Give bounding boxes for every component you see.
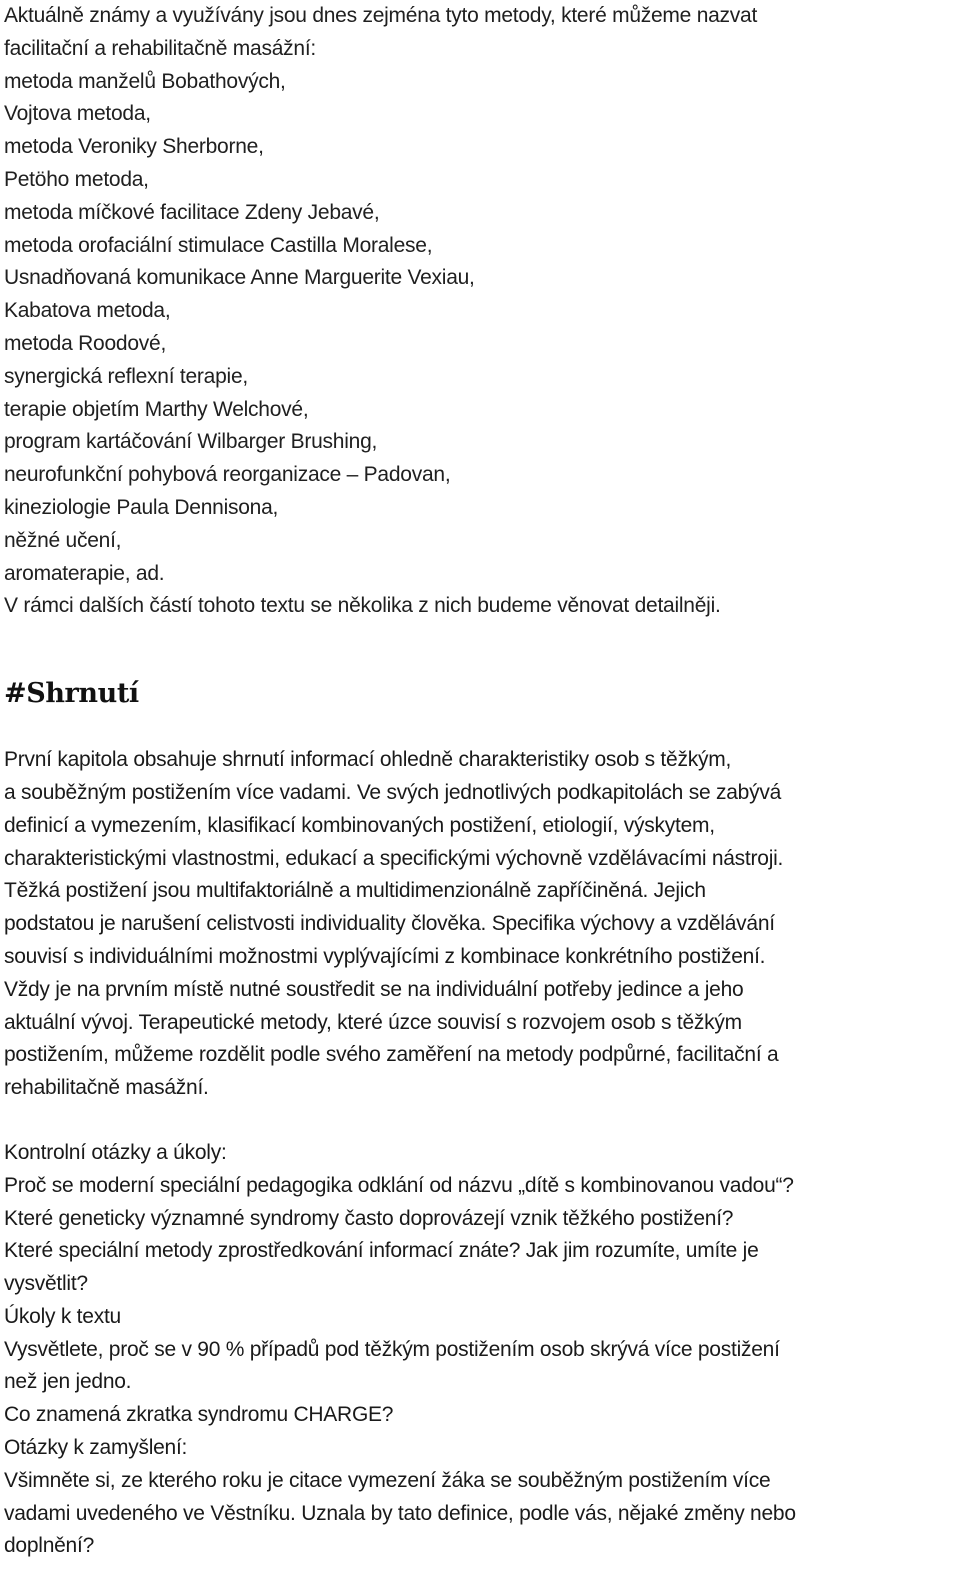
intro-text-line: Aktuálně známy a využívány jsou dnes zejména tyto metody, které můžeme nazvat xyxy=(4,4,758,27)
summary-text-line: Těžká postižení jsou multifaktoriálně a multidimenzionálně zapříčiněná. Jejich xyxy=(4,879,706,903)
method-list-item: aromaterapie, ad. xyxy=(4,561,165,585)
reflection-line: vadami uvedeného ve Věstníku. Uznala by tato definice, podle vás, nějaké změny nebo xyxy=(4,1501,796,1525)
spacer xyxy=(4,710,958,744)
questions-heading: Kontrolní otázky a úkoly: xyxy=(4,1140,227,1164)
summary-paragraph xyxy=(4,744,958,1105)
method-list-item: kineziologie Paula Dennisona, xyxy=(4,495,279,519)
method-list-item: Usnadňovaná komunikace Anne Marguerite Vexiau, xyxy=(4,266,475,290)
summary-text-line: První kapitola obsahuje shrnutí informací ohledně charakteristiky osob s těžkým, xyxy=(4,748,732,772)
method-list-item: Vojtova metoda, xyxy=(4,102,151,126)
method-list-item: metoda míčkové facilitace Zdeny Jebavé, xyxy=(4,200,380,224)
method-list-item: neurofunkční pohybová reorganizace – Padovan, xyxy=(4,463,451,487)
summary-text-line: Vždy je na prvním místě nutné soustředit se na individuální potřeby jedince a jeho xyxy=(4,977,744,1001)
reflection-line: Všimněte si, ze kterého roku je citace vymezení žáka se souběžným postižením více xyxy=(4,1468,771,1492)
method-list-item: program kartáčování Wilbarger Brushing, xyxy=(4,430,378,454)
summary-text-line: charakteristickými vlastnostmi, edukací a specifickými výchovně vzdělávacími nástroji. xyxy=(4,846,784,870)
summary-text-line: rehabilitačně masážní. xyxy=(4,1076,209,1100)
summary-text-line: souvisí s individuálními možnostmi vyplývajícími z kombinace konkrétního postižení. xyxy=(4,944,766,968)
summary-text-line: aktuální vývoj. Terapeutické metody, které úzce souvisí s rozvojem osob s těžkým xyxy=(4,1010,742,1034)
summary-text-line: definicí a vymezením, klasifikací kombinovaných postižení, etiologií, výskytem, xyxy=(4,813,715,837)
summary-text-line: a souběžným postižením více vadami. Ve svých jednotlivých podkapitolách se zabývá xyxy=(4,780,782,804)
reflection-line: doplnění? xyxy=(4,1534,95,1558)
task-line: než jen jedno. xyxy=(4,1370,132,1394)
method-list-item: Petöho metoda, xyxy=(4,167,149,191)
method-list-item: metoda orofaciální stimulace Castilla Moralese, xyxy=(4,233,433,257)
task-line: Co znamená zkratka syndromu CHARGE? xyxy=(4,1403,394,1427)
summary-text-line: podstatou je narušení celistvosti individuality člověka. Specifika výchovy a vzdělávání xyxy=(4,912,775,936)
method-list-item: Kabatova metoda, xyxy=(4,299,171,323)
method-list-item: terapie objetím Marthy Welchové, xyxy=(4,397,309,421)
spacer xyxy=(4,1105,958,1137)
task-line: Vysvětlete, proč se v 90 % případů pod těžkým postižením osob skrývá více postižení xyxy=(4,1337,780,1361)
question-line: Které geneticky významné syndromy často doprovázejí vznik těžkého postižení? xyxy=(4,1206,734,1230)
summary-text-line: postižením, můžeme rozdělit podle svého zaměření na metody podpůrné, facilitační a xyxy=(4,1043,779,1067)
method-list-item: synergická reflexní terapie, xyxy=(4,364,248,388)
questions-section xyxy=(4,1137,958,1563)
method-list-item: něžné učení, xyxy=(4,528,122,552)
section-heading: #Shrnutí xyxy=(4,678,139,710)
question-line: Proč se moderní speciální pedagogika odklání od názvu „dítě s kombinovanou vadou“? xyxy=(4,1173,794,1197)
document-page xyxy=(4,0,958,1563)
method-list-item: metoda Roodové, xyxy=(4,331,167,355)
methods-list-section xyxy=(4,0,958,623)
method-list-item: metoda manželů Bobathových, xyxy=(4,69,286,93)
intro-text-line: facilitační a rehabilitačně masážní: xyxy=(4,36,316,60)
reflection-heading: Otázky k zamyšlení: xyxy=(4,1436,188,1460)
spacer xyxy=(4,623,958,678)
tasks-heading: Úkoly k textu xyxy=(4,1304,121,1328)
question-line: vysvětlit? xyxy=(4,1272,88,1296)
closing-sentence: V rámci dalších částí tohoto textu se několika z nich budeme věnovat detailněji. xyxy=(4,594,721,618)
method-list-item: metoda Veroniky Sherborne, xyxy=(4,135,264,159)
question-line: Které speciální metody zprostředkování informací znáte? Jak jim rozumíte, umíte je xyxy=(4,1239,759,1263)
